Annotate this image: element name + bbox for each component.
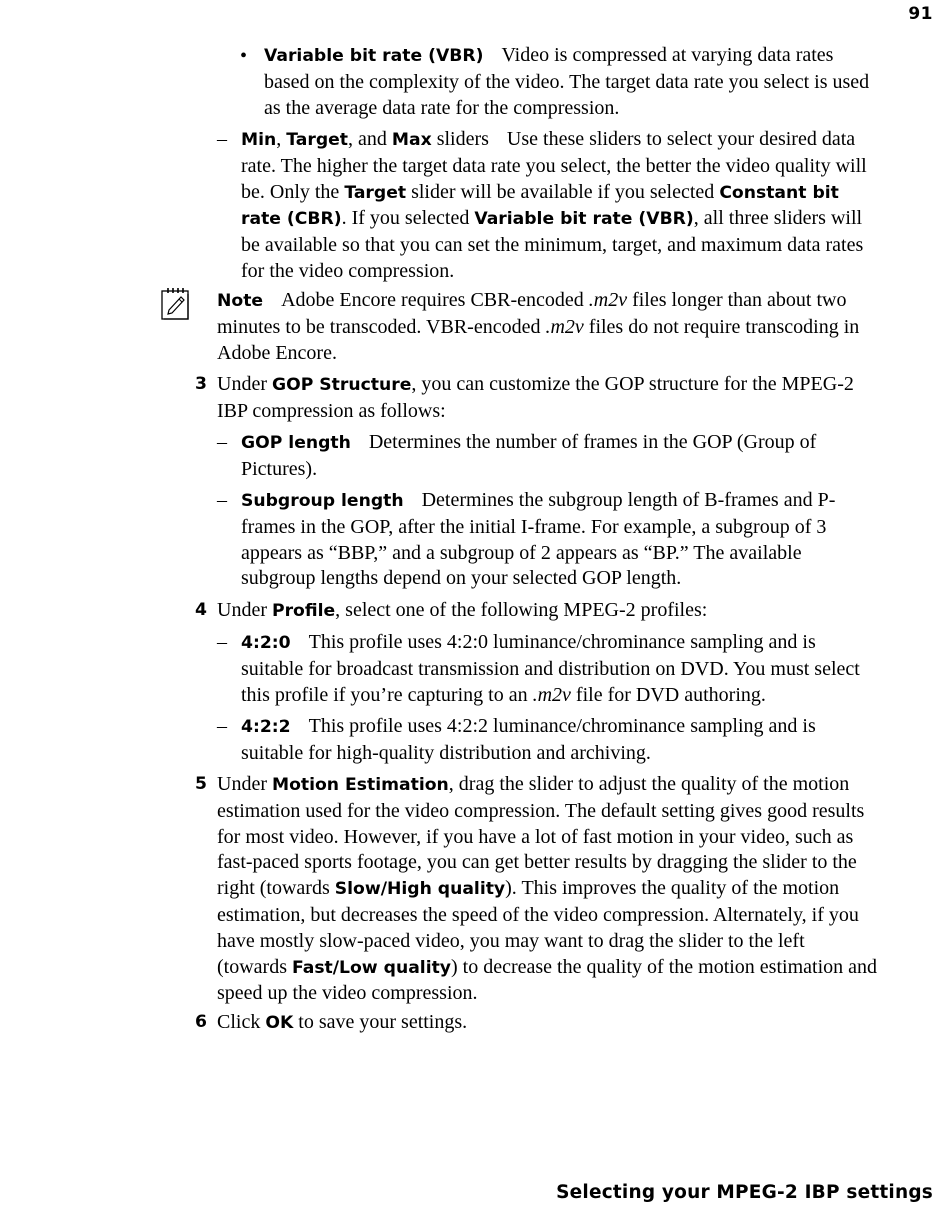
profile-420-text-2: file for DVD authoring.: [570, 683, 766, 706]
step-3-text: [217, 372, 877, 425]
vbr-term: Variable bit rate (VBR): [264, 46, 484, 66]
dash-marker: –: [217, 715, 227, 737]
sliders-word: sliders: [431, 128, 489, 150]
step-3-post: , you can customize the GOP structure for the MPEG-2 IBP compression as follows:: [217, 373, 854, 422]
sliders-text-1: Use these sliders to select your desired data rate. The higher the target data rate you select, the better the video quality will be. Only the: [241, 128, 867, 203]
min-term: Min: [241, 130, 277, 150]
separator-text: , and: [348, 128, 392, 150]
vbr-list-item: [264, 43, 876, 121]
step-4-pre: Under: [217, 599, 272, 621]
step-4-post: , select one of the following MPEG-2 profiles:: [335, 599, 708, 621]
note-pad-pencil-icon: [160, 285, 192, 321]
target-term-2: Target: [344, 182, 407, 203]
sliders-text-2: slider will be available if you selected: [406, 180, 720, 203]
sliders-text-3: . If you selected: [341, 207, 475, 230]
motion-estimation-term: Motion Estimation: [271, 775, 449, 795]
target-term: Target: [286, 130, 348, 150]
step-5-text-3: ) to decrease the quality of the motion estimation and speed up the video compression.: [217, 955, 878, 1005]
step-number-4: 4: [195, 600, 207, 620]
profile-422-text: This profile uses 4:2:2 luminance/chrominance sampling and is suitable for high-quality distribution and archiving.: [241, 715, 816, 764]
note-text-3: files do not require transcoding in Adobe Encore.: [217, 315, 860, 364]
m2v-ext: .m2v: [588, 289, 628, 311]
m2v-ext: .m2v: [532, 683, 571, 706]
step-number-3: 3: [195, 374, 207, 394]
profile-term: Profile: [271, 601, 336, 621]
cbr-term: Constant bit rate (CBR): [241, 182, 839, 230]
vbr-text: Video is compressed at varying data rates based on the complexity of the video. The target data rate you select is used as the average data rate for the compression.: [264, 44, 870, 119]
step-4-text: [217, 598, 877, 625]
slow-high-quality-term: Slow/High quality: [334, 879, 506, 900]
separator-text: ,: [276, 128, 287, 150]
sliders-text-4: , all three sliders will be available so that you can set the minimum, target, and maximum data rates for the video compression.: [241, 207, 864, 282]
profile-420-item: [241, 630, 877, 708]
gop-length-text: Determines the number of frames in the GOP (Group of Pictures).: [241, 431, 817, 480]
profile-422-item: [241, 714, 877, 767]
sliders-list-item: [241, 127, 877, 285]
step-6-text: [217, 1010, 877, 1037]
profile-422-term: 4:2:2: [241, 717, 291, 737]
dash-marker: –: [217, 128, 227, 150]
fast-low-quality-term: Fast/Low quality: [291, 957, 452, 978]
gop-length-item: [241, 430, 877, 483]
step-number-6: 6: [195, 1012, 207, 1032]
step-5-text-1: , drag the slider to adjust the quality of the motion estimation used for the video compression. The default setting gives good results for most video. However, if you have a lot of fast motion in your video, such as fast-paced sports footage, you can get better results by dragging the slider to the right (towards: [217, 773, 865, 900]
subgroup-length-item: [241, 488, 877, 592]
note-label: Note: [217, 291, 264, 311]
ok-term: OK: [265, 1013, 294, 1033]
dash-marker: –: [217, 631, 227, 653]
note-block: [217, 288, 877, 366]
dash-marker: –: [217, 431, 227, 453]
step-3-pre: Under: [217, 373, 272, 395]
step-number-5: 5: [195, 774, 207, 794]
subgroup-length-text: Determines the subgroup length of B-frames and P-frames in the GOP, after the initial I-frame. For example, a subgroup of 3 appears as “BBP,” and a subgroup of 2 appears as “BP.” The available subgroup lengths depend on your selected GOP length.: [241, 489, 836, 590]
gop-length-term: GOP length: [241, 433, 351, 453]
profile-420-text-1: This profile uses 4:2:0 luminance/chrominance sampling and is suitable for broadcast transmission and distribution on DVD. You must select this profile if you’re capturing to an: [241, 631, 860, 706]
step-5-text-2: ). This improves the quality of the motion estimation, but decreases the speed of the video compression. Alternately, if you have mostly slow-paced video, you may want to drag the slider to the left (towards: [217, 877, 859, 978]
max-term: Max: [391, 130, 432, 150]
subgroup-length-term: Subgroup length: [241, 491, 404, 511]
footer-section-title: Selecting your MPEG-2 IBP settings: [556, 1182, 933, 1203]
step-5-pre: Under: [217, 773, 272, 795]
gop-structure-term: GOP Structure: [271, 375, 412, 395]
bullet-marker: •: [240, 45, 248, 67]
profile-420-term: 4:2:0: [241, 633, 291, 653]
step-5-text: [217, 772, 877, 1007]
step-6-post: to save your settings.: [293, 1011, 468, 1033]
step-6-pre: Click: [217, 1011, 266, 1033]
note-text-2: files longer than about two minutes to be transcoded. VBR-encoded: [217, 289, 847, 338]
note-text-1: Adobe Encore requires CBR-encoded: [281, 289, 589, 311]
m2v-ext: .m2v: [545, 315, 584, 338]
dash-marker: –: [217, 489, 227, 511]
page-number: 91: [908, 4, 933, 24]
vbr-term-2: Variable bit rate (VBR): [474, 209, 694, 230]
